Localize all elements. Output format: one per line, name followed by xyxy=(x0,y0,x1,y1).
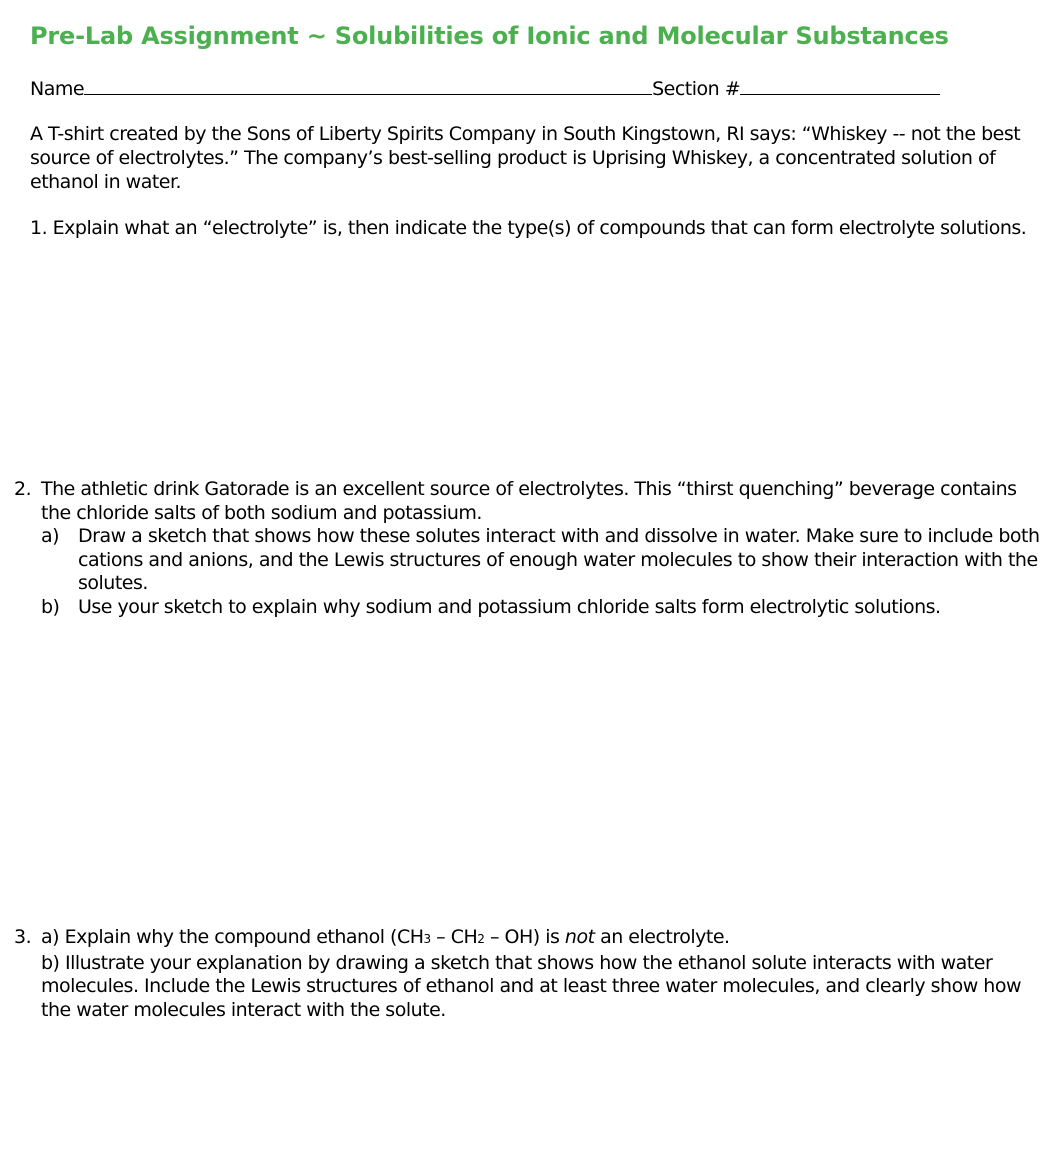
question-3a-italic: not xyxy=(564,926,595,948)
name-label: Name xyxy=(30,78,85,100)
question-3-number: 3. xyxy=(14,926,32,948)
question-2-text: The athletic drink Gatorade is an excellent source of electrolytes. This “thirst quenching” beverage contains the chloride salts of both sodium and potassium. xyxy=(41,478,1017,524)
page-title: Pre-Lab Assignment ~ Solubilities of Ionic and Molecular Substances xyxy=(30,22,949,50)
question-2a xyxy=(41,525,1041,596)
question-3a-suffix: an electrolyte. xyxy=(594,926,730,948)
question-2-number: 2. xyxy=(14,478,32,500)
section-blank[interactable] xyxy=(740,76,940,95)
intro-paragraph: A T-shirt created by the Sons of Liberty Spirits Company in South Kingstown, RI says: “Whiskey -- not the best source of electrolytes.” The company’s best-selling product is Uprising Whiskey, a concentrated solution of ethanol in water. xyxy=(30,123,1021,193)
subscript-3: 3 xyxy=(423,932,431,946)
question-2a-text: Draw a sketch that shows how these solutes interact with and dissolve in water. Make sure to include both cations and anions, and the Lewis structures of enough water molecules to show their interaction with the solutes. xyxy=(78,525,1040,594)
name-section-line xyxy=(30,76,940,100)
question-3a-prefix: a) Explain why the compound ethanol (CH xyxy=(41,926,424,948)
question-1: 1. Explain what an “electrolyte” is, then indicate the type(s) of compounds that can form electrolyte solutions. xyxy=(30,217,1027,239)
question-2 xyxy=(41,478,1041,619)
subscript-2: 2 xyxy=(477,932,485,946)
question-3 xyxy=(41,926,1041,1022)
section-label: Section # xyxy=(652,78,741,100)
question-3a xyxy=(41,926,1041,952)
name-blank[interactable] xyxy=(84,76,652,95)
question-3a-mid2: – OH) is xyxy=(484,926,565,948)
question-2b xyxy=(41,596,1041,620)
question-2a-label: a) xyxy=(41,525,60,547)
question-2b-label: b) xyxy=(41,595,60,618)
question-2b-text: Use your sketch to explain why sodium and potassium chloride salts form electrolytic solutions. xyxy=(78,595,941,618)
question-3a-mid1: – CH xyxy=(430,926,478,948)
question-3b: b) Illustrate your explanation by drawing a sketch that shows how the ethanol solute interacts with water molecules. Include the Lewis structures of ethanol and at least three water molecules, and clearly show how the water molecules interact with the solute. xyxy=(41,951,1021,1021)
